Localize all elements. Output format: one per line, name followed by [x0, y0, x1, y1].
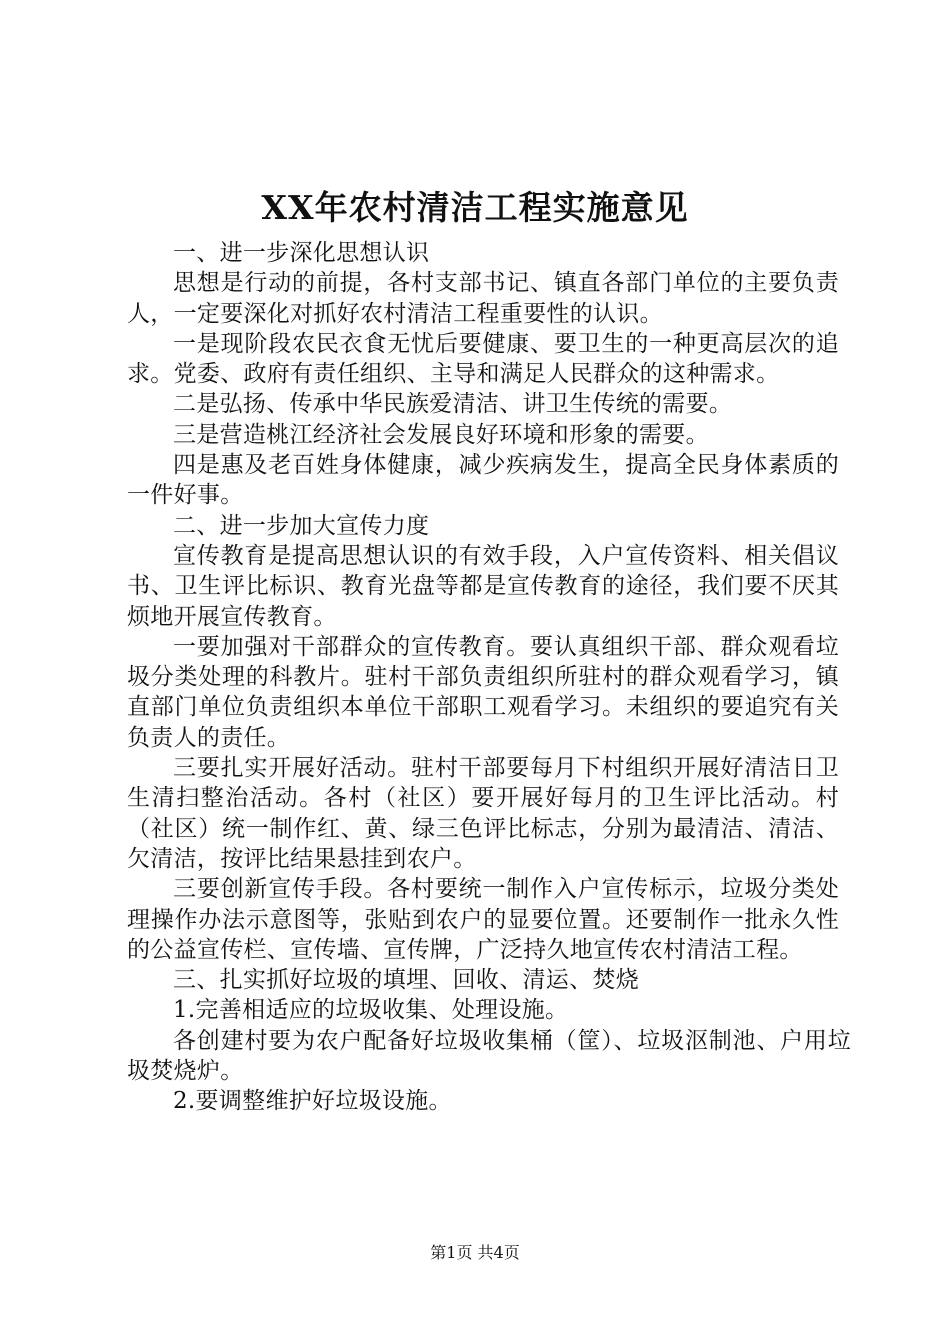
document-title: XX年农村清洁工程实施意见: [261, 188, 689, 227]
body-paragraph: 四是惠及老百姓身体健康，减少疾病发生，提高全民身体素质的一件好事。: [127, 452, 839, 509]
body-paragraph: 三要创新宣传手段。各村要统一制作入户宣传标示，垃圾分类处理操作办法示意图等，张贴到农户的显要位置。还要制作一批永久性的公益宣传栏、宣传墙、宣传牌，广泛持久地宣传农村清洁工程。: [127, 876, 839, 963]
body-paragraph: 二是弘扬、传承中华民族爱清洁、讲卫生传统的需要。: [173, 391, 733, 418]
body-paragraph: 思想是行动的前提，各村支部书记、镇直各部门单位的主要负责人，一定要深化对抓好农村清洁工程重要性的认识。: [127, 270, 839, 327]
body-paragraph: 三是营造桃江经济社会发展良好环境和形象的需要。: [173, 421, 709, 448]
section-heading: 一、进一步深化思想认识: [173, 240, 430, 266]
body-paragraph: 1.完善相适应的垃圾收集、处理设施。: [173, 997, 569, 1024]
body-paragraph: 各创建村要为农户配备好垃圾收集桶（筐）、垃圾沤制池、户用垃圾焚烧炉。: [127, 1027, 851, 1085]
body-paragraph: 三要扎实开展好活动。驻村干部要每月下村组织开展好清洁日卫生清扫整治活动。各村（社区）要开展好每月的卫生评比活动。村（社区）统一制作红、黄、绿三色评比标志，分别为最清洁、清洁、欠清洁，按评比结果悬挂到农户。: [127, 755, 839, 872]
body-paragraph: 2.要调整维护好垃圾设施。: [173, 1088, 452, 1115]
body-paragraph: 宣传教育是提高思想认识的有效手段，入户宣传资料、相关倡议书、卫生评比标识、教育光盘等都是宣传教育的途径，我们要不厌其烦地开展宣传教育。: [127, 542, 839, 630]
page-footer: 第1页 共4页: [430, 1243, 520, 1262]
section-heading: 二、进一步加大宣传力度: [173, 512, 430, 539]
document-body: [127, 238, 851, 1117]
section-heading: 三、扎实抓好垃圾的填埋、回收、清运、焚烧: [173, 967, 639, 994]
body-paragraph: 一是现阶段农民衣食无忧后要健康、要卫生的一种更高层次的追求。党委、政府有责任组织、主导和满足人民群众的这种需求。: [127, 330, 839, 388]
body-paragraph: 一要加强对干部群众的宣传教育。要认真组织干部、群众观看垃圾分类处理的科教片。驻村干部负责组织所驻村的群众观看学习，镇直部门单位负责组织本单位干部职工观看学习。未组织的要追究有关负责人的责任。: [127, 633, 839, 751]
